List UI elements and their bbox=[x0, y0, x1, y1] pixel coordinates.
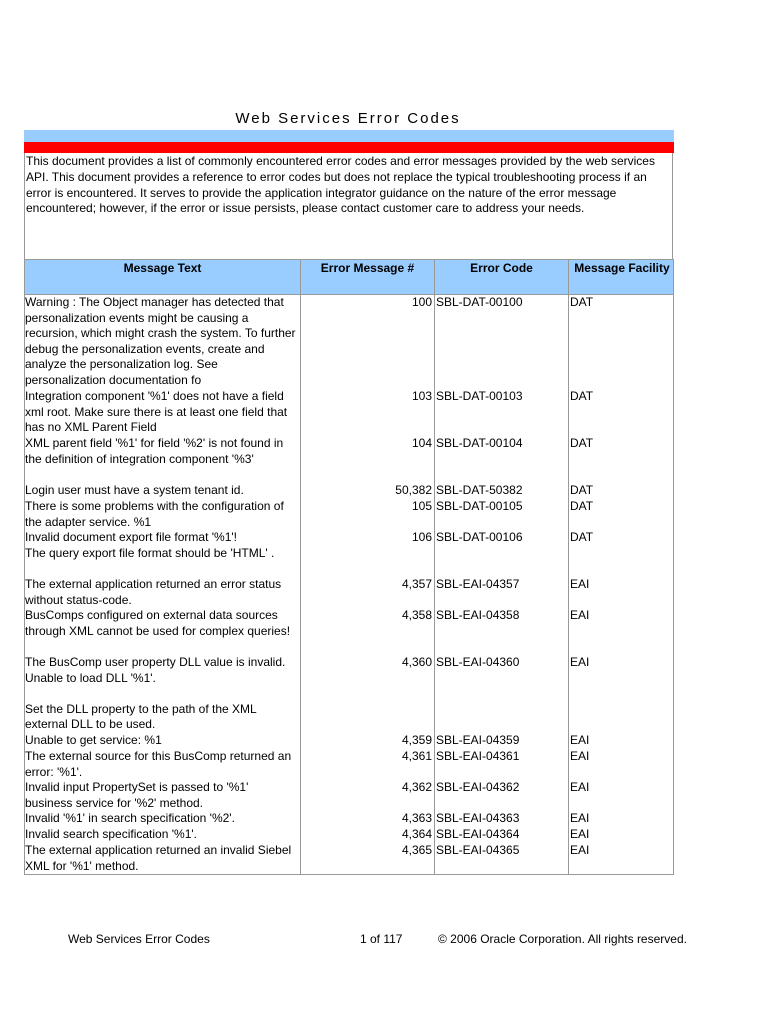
error-number-cell: 100 bbox=[411, 295, 432, 309]
message-facility-cell: DAT bbox=[570, 295, 594, 309]
footer-copyright: © 2006 Oracle Corporation. All rights reserved. bbox=[438, 932, 687, 946]
message-text-cell: BusComps configured on external data sources through XML cannot be used for complex queries! bbox=[25, 608, 291, 638]
message-text-cell: Integration component '%1' does not have a field xml root. Make sure there is at least one field that has no XML Parent Field bbox=[25, 389, 288, 435]
message-text-cell: Invalid search specification '%1'. bbox=[25, 827, 198, 841]
message-text-cell: Warning : The Object manager has detected that personalization events might be causing a recursion, which might crash the system. To further debug the personalization events, create and analyze the personalization log. See personalization documentation fo bbox=[25, 295, 296, 387]
error-code-cell: SBL-DAT-00100 bbox=[436, 295, 523, 309]
message-text-cell: Invalid '%1' in search specification '%2'. bbox=[25, 811, 235, 825]
header-color-band bbox=[24, 130, 674, 142]
footer-document-name: Web Services Error Codes bbox=[68, 932, 210, 946]
column-header-error-code: Error Code bbox=[435, 260, 569, 294]
error-code-cell: SBL-EAI-04364 bbox=[436, 827, 520, 841]
table-header bbox=[24, 259, 674, 295]
error-number-cell: 103 bbox=[411, 389, 432, 403]
error-code-cell: SBL-EAI-04365 bbox=[436, 843, 520, 857]
error-number-cell: 4,357 bbox=[401, 577, 432, 591]
intro-paragraph: This document provides a list of commonly encountered error codes and error messages provided by the web services API. This document provides a reference to error codes but does not replace the typical troubleshooting process if an error is encountered. It serves to provide the application integrator guidance on the nature of the error message encountered; however, if the error or issue persists, please contact customer care to address your needs. bbox=[26, 154, 655, 216]
message-facility-cell: DAT bbox=[570, 530, 594, 544]
error-code-cell: SBL-EAI-04363 bbox=[436, 811, 520, 825]
message-facility-cell: DAT bbox=[570, 389, 594, 403]
error-code-cell: SBL-EAI-04362 bbox=[436, 780, 520, 794]
column-header-message-facility: Message Facility bbox=[574, 261, 670, 275]
document-title: Web Services Error Codes bbox=[235, 110, 461, 127]
message-facility-cell: DAT bbox=[570, 499, 594, 513]
error-code-cell: SBL-EAI-04360 bbox=[436, 655, 520, 669]
error-number-cell: 50,382 bbox=[395, 483, 432, 497]
error-number-cell: 4,361 bbox=[401, 749, 432, 763]
message-facility-cell: EAI bbox=[570, 811, 590, 825]
error-code-cell: SBL-EAI-04361 bbox=[436, 749, 520, 763]
error-code-cell: SBL-EAI-04358 bbox=[436, 608, 520, 622]
footer-page-number: 1 of 117 bbox=[360, 932, 403, 946]
message-text-cell: The external application returned an invalid Siebel XML for '%1' method. bbox=[25, 843, 292, 873]
error-number-cell: 104 bbox=[411, 436, 432, 450]
message-text-cell: Invalid document export file format '%1'! The query export file format should be 'HTML' . bbox=[25, 530, 275, 560]
message-text-cell: Invalid input PropertySet is passed to '%1' business service for '%2' method. bbox=[25, 780, 249, 810]
error-number-cell: 4,358 bbox=[401, 608, 432, 622]
message-text-cell: There is some problems with the configuration of the adapter service. %1 bbox=[25, 499, 284, 529]
error-code-cell: SBL-EAI-04357 bbox=[436, 577, 520, 591]
message-facility-cell: EAI bbox=[570, 577, 590, 591]
error-number-cell: 106 bbox=[411, 530, 432, 544]
error-code-cell: SBL-DAT-00104 bbox=[436, 436, 523, 450]
error-code-cell: SBL-DAT-00103 bbox=[436, 389, 523, 403]
error-code-cell: SBL-DAT-00105 bbox=[436, 499, 523, 513]
error-code-cell: SBL-EAI-04359 bbox=[436, 733, 520, 747]
message-text-cell: The external source for this BusComp returned an error: '%1'. bbox=[25, 749, 292, 779]
error-number-cell: 4,365 bbox=[401, 843, 432, 857]
message-text-cell: Unable to get service: %1 bbox=[25, 733, 162, 747]
message-facility-cell: EAI bbox=[570, 749, 590, 763]
error-code-cell: SBL-DAT-50382 bbox=[436, 483, 523, 497]
message-facility-cell: DAT bbox=[570, 483, 594, 497]
message-facility-cell: EAI bbox=[570, 843, 590, 857]
message-text-cell: The BusComp user property DLL value is invalid. Unable to load DLL '%1'. Set the DLL property to the path of the XML external DLL to be used. bbox=[25, 655, 286, 732]
accent-color-band bbox=[24, 142, 674, 153]
error-number-cell: 4,362 bbox=[401, 780, 432, 794]
column-header-message-text: Message Text bbox=[25, 260, 301, 294]
message-facility-cell: DAT bbox=[570, 436, 594, 450]
error-number-cell: 4,363 bbox=[401, 811, 432, 825]
error-number-cell: 4,364 bbox=[401, 827, 432, 841]
error-number-cell: 4,359 bbox=[401, 733, 432, 747]
error-code-cell: SBL-DAT-00106 bbox=[436, 530, 523, 544]
error-number-cell: 4,360 bbox=[401, 655, 432, 669]
error-number-cell: 105 bbox=[411, 499, 432, 513]
message-text-cell: The external application returned an error status without status-code. bbox=[25, 577, 282, 607]
message-text-cell: XML parent field '%1' for field '%2' is not found in the definition of integration component '%3' bbox=[25, 436, 284, 466]
message-facility-cell: EAI bbox=[570, 655, 590, 669]
message-facility-cell: EAI bbox=[570, 608, 590, 622]
message-facility-cell: EAI bbox=[570, 780, 590, 794]
message-facility-cell: EAI bbox=[570, 827, 590, 841]
message-text-cell: Login user must have a system tenant id. bbox=[25, 483, 244, 497]
message-facility-cell: EAI bbox=[570, 733, 590, 747]
column-header-error-number: Error Message # bbox=[301, 260, 435, 294]
